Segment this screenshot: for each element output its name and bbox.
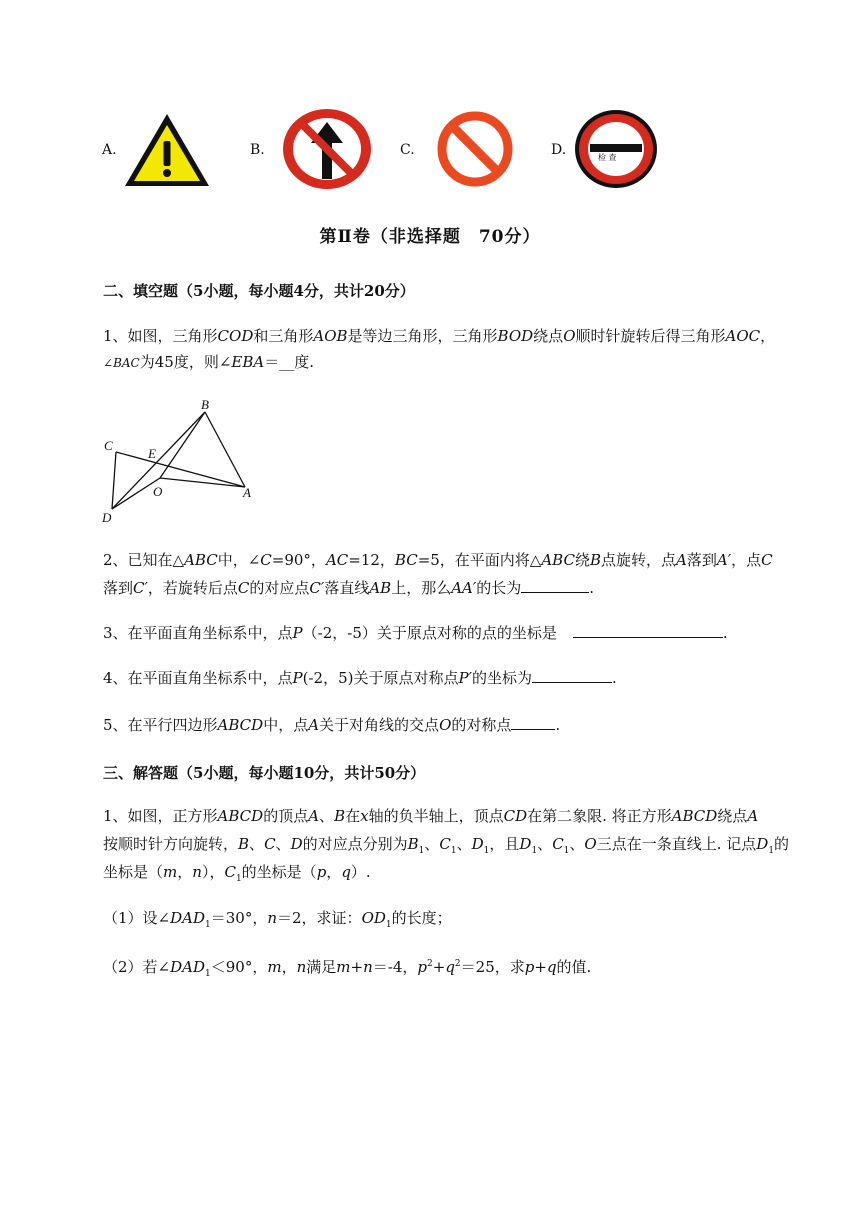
label-a: A — [243, 485, 251, 500]
warning-sign-icon — [123, 112, 211, 188]
option-c-label: C. — [400, 142, 415, 158]
q3-line: 3、在平面直角坐标系中，点P（‐2，‐5）关于原点对称的点的坐标是 . — [103, 624, 728, 642]
section-title: 第Ⅱ卷（非选择题 70分） — [319, 227, 541, 247]
label-d: D — [102, 510, 112, 525]
stop-for-inspection-sign-icon — [574, 109, 658, 189]
prohibited-sign-icon — [436, 110, 514, 188]
no-straight-sign-icon — [281, 107, 373, 191]
q4-line: 4、在平面直角坐标系中，点P(‐2，5)关于原点对称点P′的坐标为 . — [103, 669, 617, 687]
triangle-figure — [95, 392, 265, 528]
sign-text: 检 查 — [598, 153, 617, 162]
option-b-label: B. — [250, 142, 265, 158]
q2-line2: 落到C′，若旋转后点C的对应点C′落直线AB上，那么AA′的长为 . — [103, 579, 595, 597]
q5-blank[interactable] — [511, 715, 555, 730]
q3-blank[interactable] — [573, 623, 723, 638]
s1-line3: 坐标是（m，n），$C_1$的坐标是（p，q）. — [103, 863, 371, 884]
label-b: B — [201, 397, 209, 412]
q1-line2: ∠BAC为45度，则∠EBA＝__度. — [103, 353, 314, 371]
label-o: O — [153, 484, 163, 499]
option-a-label: A. — [102, 142, 117, 158]
label-c: C — [104, 438, 113, 453]
option-d-label: D. — [551, 142, 567, 158]
q1-line1: 1、如图，三角形COD和三角形AOB是等边三角形，三角形BOD绕点O顺时针旋转后得三角形AOC， — [103, 327, 776, 345]
s1-part1: （1）设$\angle DAD_1=30^\circ$，n＝2，求证：$OD_1$的长度； — [103, 909, 452, 930]
label-e: E — [148, 446, 156, 461]
s1-part2: （2）若$\angle DAD_1<90^\circ$，m，n满足m+n＝‐4，$p^2+q^2=25$，求p+q的值. — [103, 958, 592, 979]
q5-line: 5、在平行四边形ABCD中，点A关于对角线的交点O的对称点 . — [103, 716, 561, 734]
q2-line1: 2、已知在△ABC中，∠C=90°，AC=12，BC=5，在平面内将△ABC绕B点旋转，点A落到A′，点C — [103, 551, 773, 569]
s1-line2: 按顺时针方向旋转，B、C、D的对应点分别为$B_1$、$C_1$、$D_1$，且$D_1$、$C_1$、O三点在一条直线上. 记点$D_1$的 — [103, 835, 790, 856]
fill-heading: 二、填空题（5小题，每小题4分，共计20分） — [103, 282, 415, 300]
q2-blank[interactable] — [521, 578, 589, 593]
s1-line1: 1、如图，正方形ABCD的顶点A、B在x轴的负半轴上，顶点CD在第二象限. 将正方形ABCD绕点A — [103, 807, 759, 825]
q4-blank[interactable] — [532, 668, 612, 683]
solve-heading: 三、解答题（5小题，每小题10分，共计50分） — [103, 764, 426, 782]
